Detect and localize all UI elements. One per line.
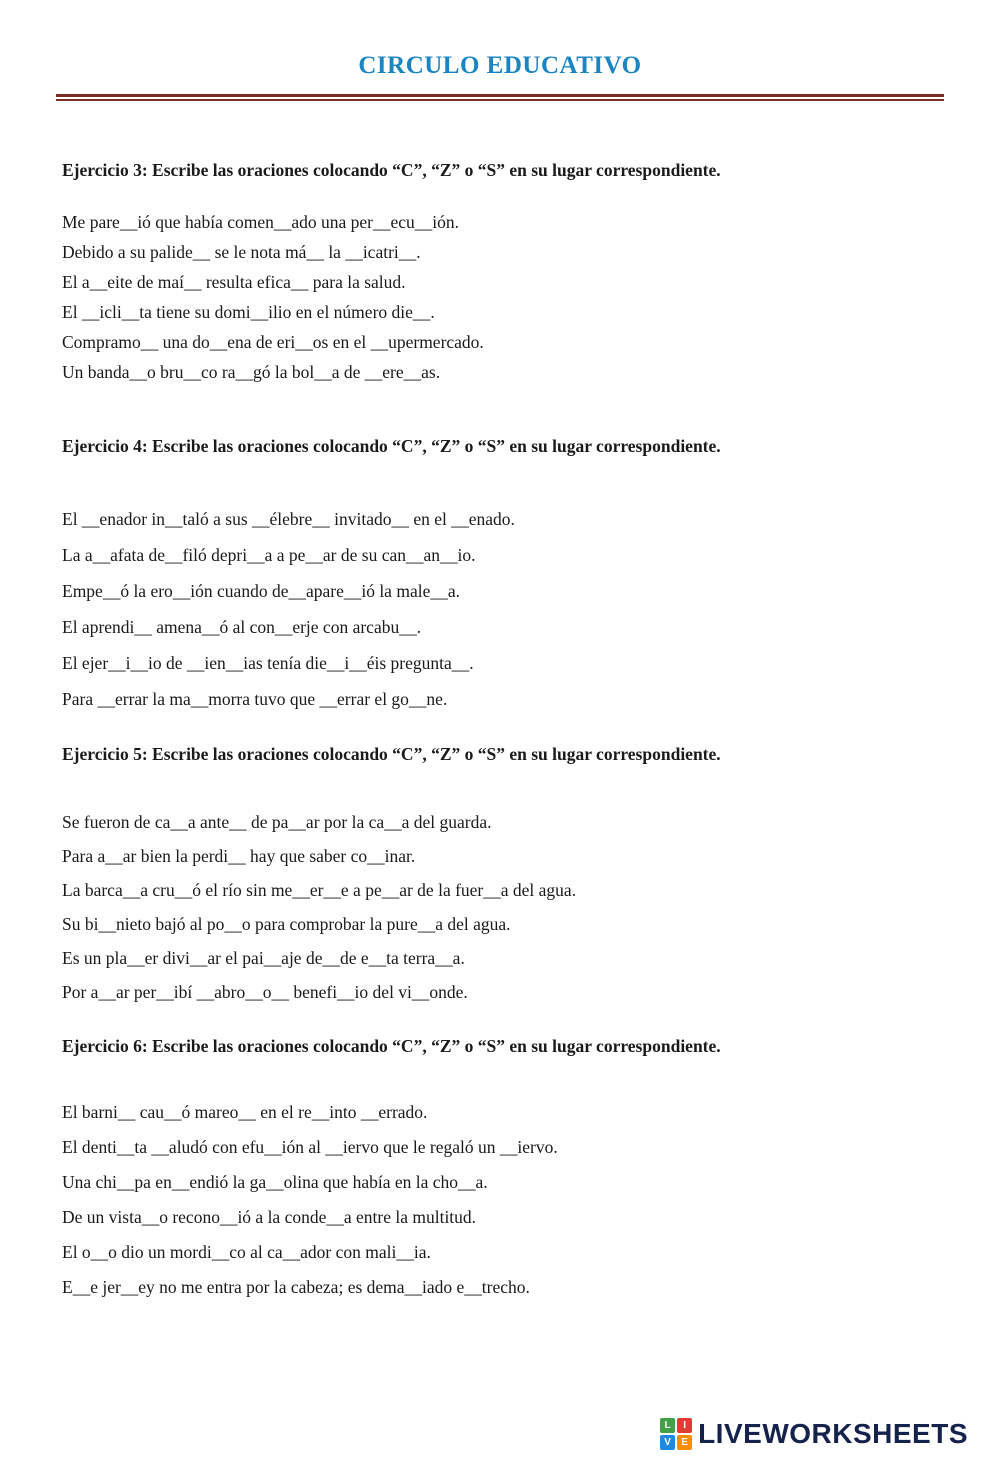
sentence-line: Empe__ó la ero__ión cuando de__apare__ió la male__a.: [62, 581, 460, 601]
title-divider: [56, 94, 944, 101]
logo-letter-v: V: [660, 1435, 675, 1450]
sentence-line: Un banda__o bru__co ra__gó la bol__a de __ere__as.: [62, 362, 441, 382]
logo-letter-e: E: [677, 1435, 692, 1450]
liveworksheets-logo: [660, 1418, 968, 1450]
sentence-line: El barni__ cau__ó mareo__ en el re__into __errado.: [62, 1102, 428, 1122]
exercise-6-section: [62, 1035, 938, 1305]
exercise-5-heading: Ejercicio 5: Escribe las oraciones colocando “C”, “Z” o “S” en su lugar correspondiente.: [62, 744, 721, 764]
sentence-line: Debido a su palide__ se le nota má__ la __icatri__.: [62, 242, 421, 262]
sentence-line: El o__o dio un mordi__co al ca__ador con mali__ia.: [62, 1242, 431, 1262]
exercise-6-lines: [62, 1095, 938, 1305]
worksheet-content: [0, 159, 1000, 1305]
sentence-line: Una chi__pa en__endió la ga__olina que había en la cho__a.: [62, 1172, 488, 1192]
sentence-line: Su bi__nieto bajó al po__o para comprobar la pure__a del agua.: [62, 914, 511, 934]
sentence-line: Me pare__ió que había comen__ado una per__ecu__ión.: [62, 212, 460, 232]
exercise-6-heading: Ejercicio 6: Escribe las oraciones colocando “C”, “Z” o “S” en su lugar correspondiente.: [62, 1036, 721, 1056]
sentence-line: E__e jer__ey no me entra por la cabeza; es dema__iado e__trecho.: [62, 1277, 530, 1297]
sentence-line: Por a__ar per__ibí __abro__o__ benefi__io del vi__onde.: [62, 982, 468, 1002]
sentence-line: De un vista__o recono__ió a la conde__a entre la multitud.: [62, 1207, 477, 1227]
sentence-line: Para __errar la ma__morra tuvo que __errar el go__ne.: [62, 689, 448, 709]
sentence-line: El aprendi__ amena__ó al con__erje con arcabu__.: [62, 617, 422, 637]
exercise-5-section: [62, 743, 938, 1009]
exercise-3-heading: Ejercicio 3: Escribe las oraciones colocando “C”, “Z” o “S” en su lugar correspondiente.: [62, 160, 721, 180]
logo-letter-i: I: [677, 1418, 692, 1433]
exercise-5-lines: [62, 805, 938, 1009]
worksheet-page: [0, 52, 1000, 1466]
exercise-4-lines: [62, 501, 938, 717]
page-title: CIRCULO EDUCATIVO: [358, 52, 642, 79]
liveworksheets-icon: [660, 1418, 692, 1450]
logo-letter-l: L: [660, 1418, 675, 1433]
sentence-line: La barca__a cru__ó el río sin me__er__e a pe__ar de la fuer__a del agua.: [62, 880, 577, 900]
exercise-4-section: [62, 435, 938, 717]
brand-wordmark: LIVEWORKSHEETS: [698, 1418, 968, 1449]
exercise-3-section: [62, 159, 938, 387]
sentence-line: El a__eite de maí__ resulta efica__ para la salud.: [62, 272, 406, 292]
sentence-line: Se fueron de ca__a ante__ de pa__ar por la ca__a del guarda.: [62, 812, 492, 832]
exercise-3-lines: [62, 207, 938, 387]
sentence-line: El __enador in__taló a sus __élebre__ invitado__ en el __enado.: [62, 509, 515, 529]
sentence-line: El ejer__i__io de __ien__ias tenía die__i__éis pregunta__.: [62, 653, 474, 673]
exercise-4-heading: Ejercicio 4: Escribe las oraciones colocando “C”, “Z” o “S” en su lugar correspondiente.: [62, 436, 721, 456]
sentence-line: El __icli__ta tiene su domi__ilio en el número die__.: [62, 302, 435, 322]
sentence-line: Para a__ar bien la perdi__ hay que saber co__inar.: [62, 846, 416, 866]
sentence-line: Es un pla__er divi__ar el pai__aje de__de e__ta terra__a.: [62, 948, 465, 968]
sentence-line: El denti__ta __aludó con efu__ión al __iervo que le regaló un __iervo.: [62, 1137, 558, 1157]
sentence-line: La a__afata de__filó depri__a a pe__ar de su can__an__io.: [62, 545, 476, 565]
sentence-line: Compramo__ una do__ena de eri__os en el __upermercado.: [62, 332, 484, 352]
